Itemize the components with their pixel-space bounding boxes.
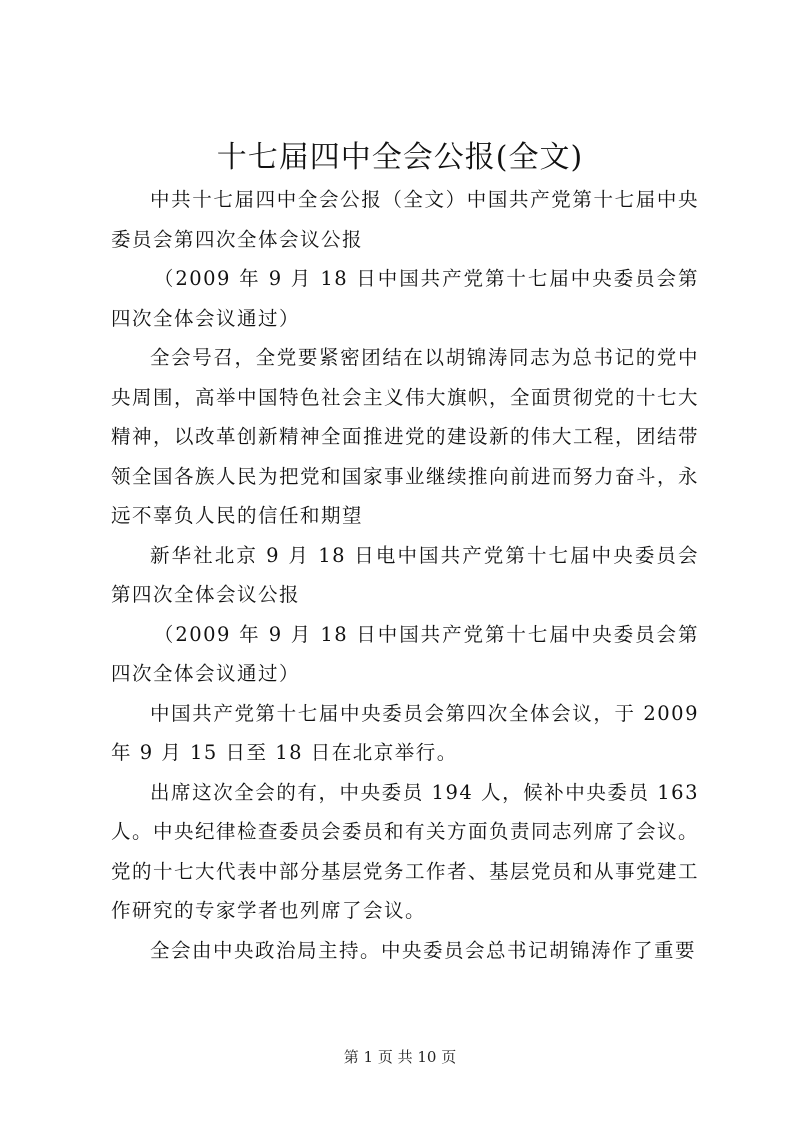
document-body — [111, 180, 699, 970]
paragraph-adoption-note: （2009 年 9 月 18 日中国共产党第十七届中央委员会第四次全体会议通过） — [111, 267, 699, 330]
paragraph-attendance: 出席这次全会的有，中央委员 194 人，候补中央委员 163 人。中央纪律检查委员会委员和有关方面负责同志列席了会议。党的十七大代表中部分基层党务工作者、基层党员和从事党建工作研究的专家学者也列席了会议。 — [111, 780, 700, 922]
paragraph-meeting-dates: 中国共产党第十七届中央委员会第四次全体会议，于 2009 年 9 月 15 日至 18 日在北京举行。 — [111, 701, 699, 764]
paragraph-intro: 中共十七届四中全会公报（全文）中国共产党第十七届中央委员会第四次全体会议公报 — [111, 188, 699, 251]
document-title: 十七届四中全会公报(全文) — [216, 140, 584, 175]
paragraph-presided: 全会由中央政治局主持。中央委员会总书记胡锦涛作了重要 — [150, 938, 697, 962]
paragraph-adoption-note-2: （2009 年 9 月 18 日中国共产党第十七届中央委员会第四次全体会议通过） — [111, 622, 699, 685]
paragraph-xinhua-dateline: 新华社北京 9 月 18 日电中国共产党第十七届中央委员会第四次全体会议公报 — [111, 543, 699, 606]
paragraph-call: 全会号召，全党要紧密团结在以胡锦涛同志为总书记的党中央周围，高举中国特色社会主义伟大旗帜，全面贯彻党的十七大精神，以改革创新精神全面推进党的建设新的伟大工程，团结带领全国各族人民为把党和国家事业继续推向前进而努力奋斗，永远不辜负人民的信任和期望 — [111, 346, 700, 527]
page-footer: 第 1 页 共 10 页 — [343, 1048, 457, 1066]
